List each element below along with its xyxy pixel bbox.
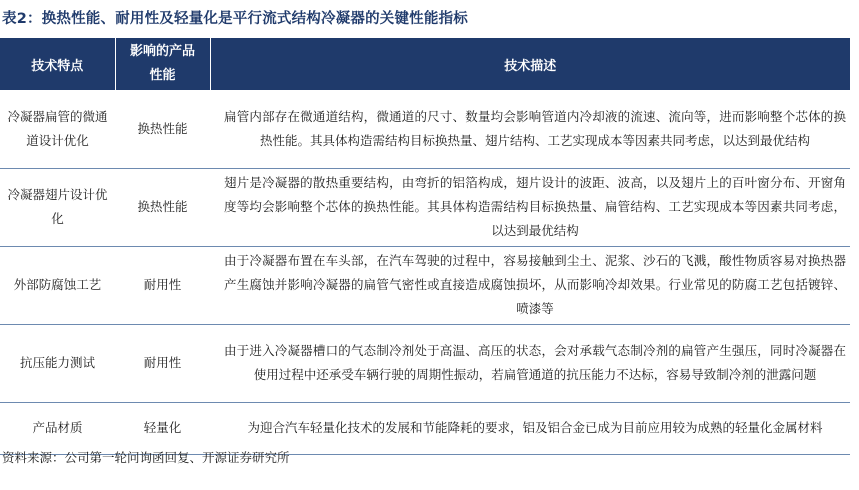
- row-performance: 耐用性: [115, 246, 210, 324]
- table-title: 表2：换热性能、耐用性及轻量化是平行流式结构冷凝器的关键性能指标: [2, 11, 468, 27]
- table-row: [0, 246, 850, 324]
- row-performance: 换热性能: [115, 168, 210, 246]
- header-performance-line1: 影响的产品: [129, 44, 195, 59]
- row-feature: 产品材质: [0, 402, 115, 454]
- header-feature: 技术特点: [0, 38, 115, 90]
- source-note: 资料来源：公司第一轮问询函回复、开源证券研究所: [2, 450, 290, 465]
- header-performance: [115, 38, 210, 90]
- header-row: [0, 38, 850, 90]
- header-description: 技术描述: [210, 38, 850, 90]
- table-row: [0, 90, 850, 168]
- row-feature: 冷凝器扁管的微通道设计优化: [0, 90, 115, 168]
- row-feature: 外部防腐蚀工艺: [0, 246, 115, 324]
- row-feature: 抗压能力测试: [0, 324, 115, 402]
- row-description: 由于进入冷凝器槽口的气态制冷剂处于高温、高压的状态，会对承载气态制冷剂的扁管产生强压，同时冷凝器在使用过程中还承受车辆行驶的周期性振动，若扁管通道的抗压能力不达标，容易导致制冷剂的泄露问题: [210, 324, 850, 402]
- row-description: 为迎合汽车轻量化技术的发展和节能降耗的要求，铝及铝合金已成为目前应用较为成熟的轻量化金属材料: [210, 402, 850, 454]
- row-description: 扁管内部存在微通道结构，微通道的尺寸、数量均会影响管道内冷却液的流速、流向等，进而影响整个芯体的换热性能。其具体构造需结构目标换热量、翅片结构、工艺实现成本等因素共同考虑，以达到最优结构: [210, 90, 850, 168]
- table-row: [0, 168, 850, 246]
- row-performance: 轻量化: [115, 402, 210, 454]
- header-performance-line2: 性能: [149, 68, 176, 83]
- table-row: [0, 324, 850, 402]
- row-performance: 换热性能: [115, 90, 210, 168]
- row-description: 由于冷凝器布置在车头部，在汽车驾驶的过程中，容易接触到尘土、泥浆、沙石的飞溅，酸性物质容易对换热器产生腐蚀并影响冷凝器的扁管气密性或直接造成腐蚀损坏，从而影响冷却效果。行业常见的防腐工艺包括镀锌、喷漆等: [210, 246, 850, 324]
- performance-table: [0, 38, 850, 455]
- row-performance: 耐用性: [115, 324, 210, 402]
- row-description: 翅片是冷凝器的散热重要结构，由弯折的铝箔构成，翅片设计的波距、波高，以及翅片上的百叶窗分布、开窗角度等均会影响整个芯体的换热性能。其具体构造需结构目标换热量、扁管结构、工艺实现成本等因素共同考虑，以达到最优结构: [210, 168, 850, 246]
- row-feature: 冷凝器翅片设计优化: [0, 168, 115, 246]
- table-row: [0, 402, 850, 454]
